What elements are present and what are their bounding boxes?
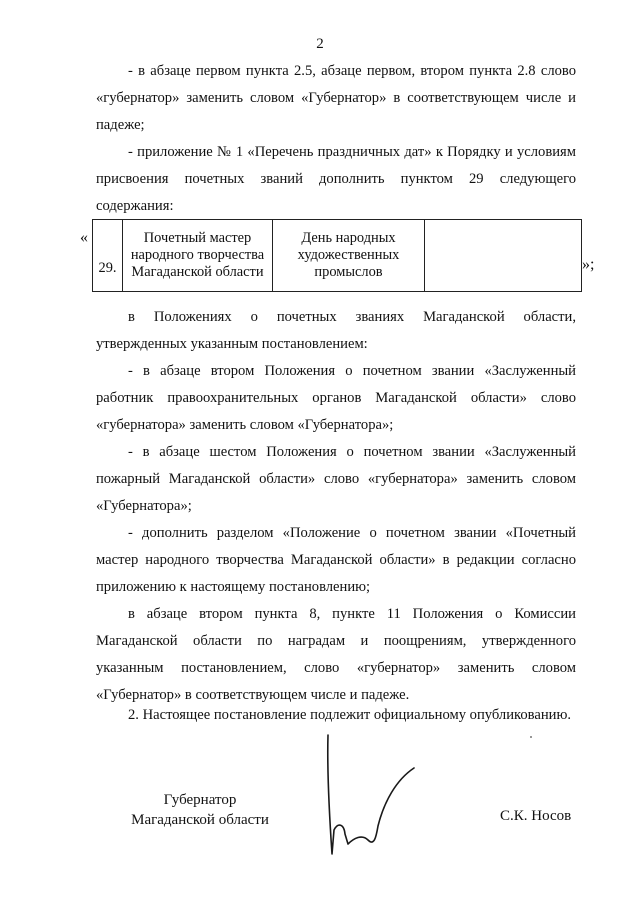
signatory-title: [100, 790, 300, 830]
table-open-quote: «: [80, 229, 88, 246]
table-row: [93, 220, 582, 292]
paragraph-awards-commission: в абзаце втором пункта 8, пункте 11 Положения о Комиссии Магаданской области по наградам и поощрениям, утвержденного указанным постановлением, слово «губернатор» заменить словом «Губернатор» в соответствующем числе и падеже.: [96, 606, 576, 703]
handwritten-signature: [318, 730, 428, 865]
signatory-name: С.К. Носов: [500, 808, 572, 824]
paragraph-publication: 2. Настоящее постановление подлежит официальному опубликованию.: [128, 707, 572, 723]
paragraph-add-folk-master-section: - дополнить разделом «Положение о почетном звании «Почетный мастер народного творчества Магаданской области» в редакции согласно приложению к настоящему постановлению;: [96, 525, 576, 595]
holiday-name-cell: День народных художественных промыслов: [273, 220, 425, 292]
paragraph-appendix-holidays: - приложение № 1 «Перечень праздничных дат» к Порядку и условиям присвоения почетных званий дополнить пунктом 29 следующего содержания:: [96, 144, 576, 214]
paragraph-firefighter-title: - в абзаце шестом Положения о почетном звании «Заслуженный пожарный Магаданской области» слово «губернатора» заменить словом «Губернатора»;: [96, 444, 576, 514]
signatory-title-line1: Губернатор: [163, 792, 237, 808]
paragraph-amend-gubernator-2-5: - в абзаце первом пункта 2.5, абзаце первом, втором пункта 2.8 слово «губернатор» заменить словом «Губернатор» в соответствующем числе и падеже;: [96, 63, 576, 133]
signatory-title-line2: Магаданской области: [131, 812, 269, 828]
paragraph-law-enforcement-title: - в абзаце втором Положения о почетном звании «Заслуженный работник правоохранительных органов Магаданской области» слово «губернатора» заменить словом «Губернатора»;: [96, 363, 576, 433]
table-close-quote: »;: [582, 256, 595, 273]
paragraph-regulations-intro: в Положениях о почетных званиях Магаданской области, утвержденных указанным постановлением:: [96, 309, 576, 352]
honorary-title-cell: Почетный мастер народного творчества Магаданской области: [123, 220, 273, 292]
row-number: 29.: [93, 220, 123, 292]
scan-speck: [530, 736, 532, 738]
page-number: 2: [316, 36, 324, 52]
holiday-dates-table: [92, 219, 582, 292]
holiday-date-cell: [425, 220, 582, 292]
